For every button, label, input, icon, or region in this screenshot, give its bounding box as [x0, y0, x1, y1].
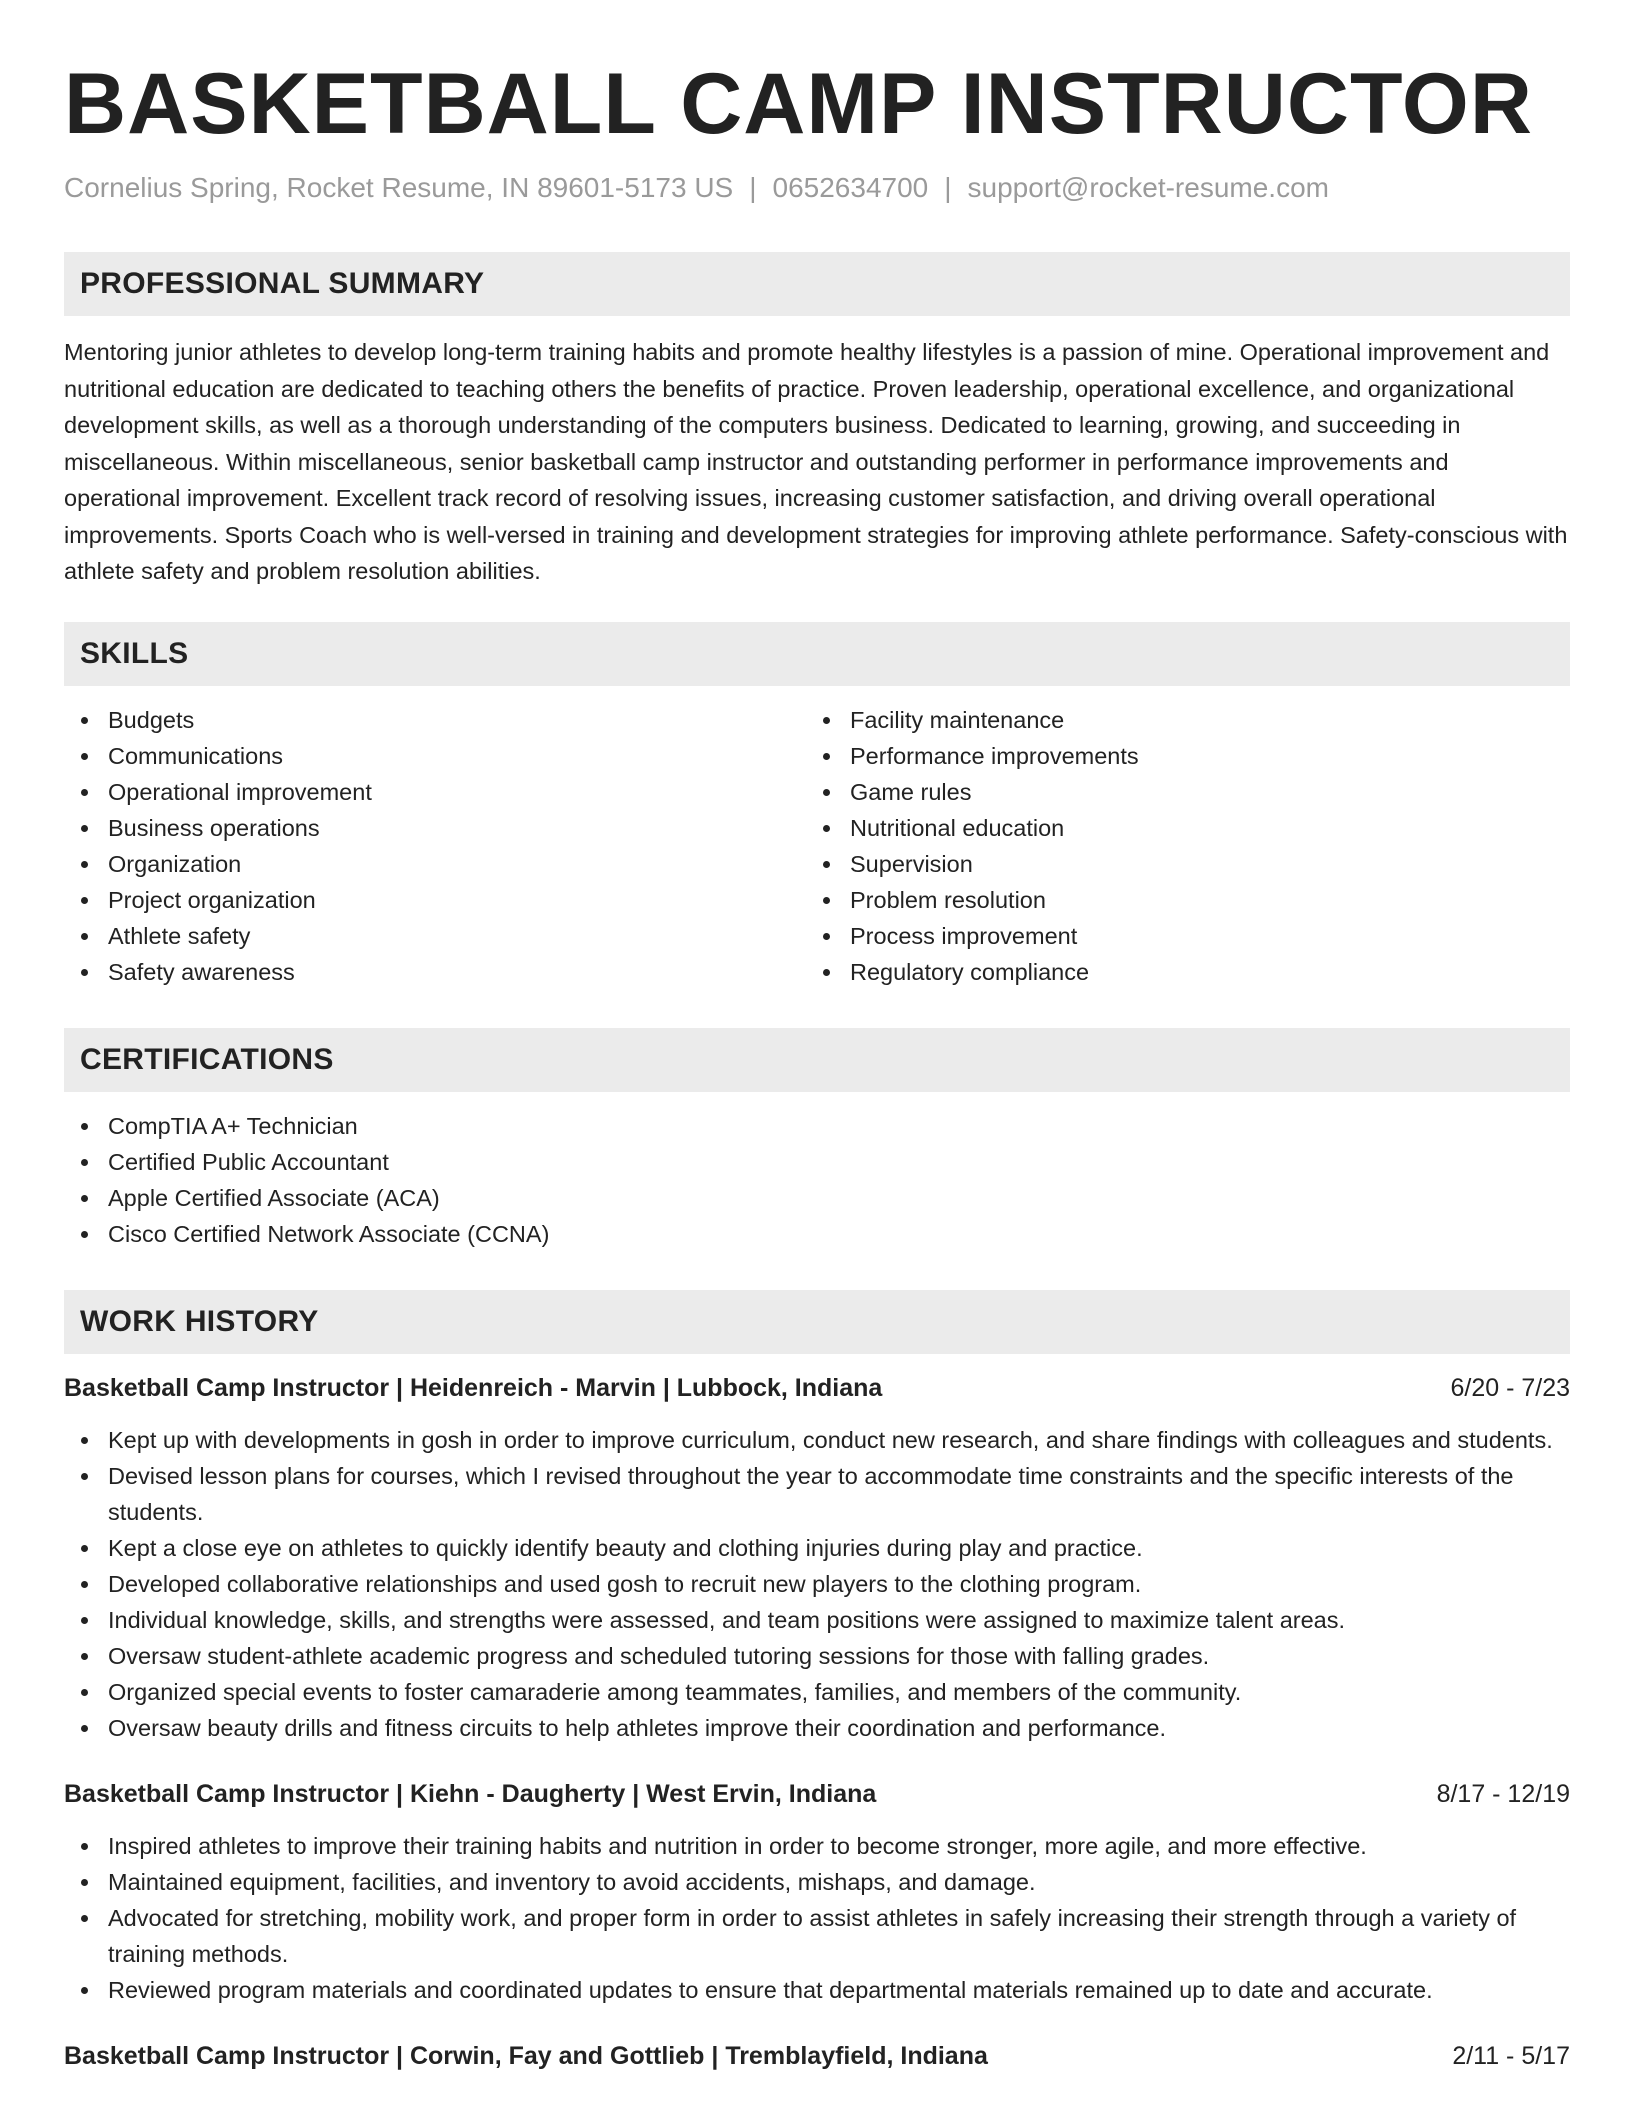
- job-entry: [64, 1776, 1570, 2008]
- skill-item: Regulatory compliance: [806, 954, 1548, 990]
- contact-email: support@rocket-resume.com: [967, 172, 1329, 203]
- job-entry: [64, 2038, 1570, 2074]
- job-bullet: Kept a close eye on athletes to quickly identify beauty and clothing injuries during play and practice.: [64, 1530, 1570, 1566]
- skills-list-right: [806, 702, 1548, 990]
- certification-item: Apple Certified Associate (ACA): [64, 1180, 1570, 1216]
- contact-address: Cornelius Spring, Rocket Resume, IN 89601-5173 US: [64, 172, 734, 203]
- skill-item: Budgets: [64, 702, 806, 738]
- skills-grid: [64, 702, 1570, 990]
- section-header-professional-summary: PROFESSIONAL SUMMARY: [64, 252, 1570, 316]
- job-dates: 8/17 - 12/19: [1436, 1779, 1570, 1808]
- professional-summary-text: Mentoring junior athletes to develop long-term training habits and promote healthy lifestyles is a passion of mine. Operational improvement and nutritional education are dedicated to teaching others the benefits of practice. Proven leadership, operational excellence, and organizational development skills, as well as a thorough understanding of the computers business. Dedicated to learning, growing, and succeeding in miscellaneous. Within miscellaneous, senior basketball camp instructor and outstanding performer in performance improvements and operational improvement. Excellent track record of resolving issues, increasing customer satisfaction, and driving overall operational improvements. Sports Coach who is well-versed in training and development strategies for improving athlete performance. Safety-conscious with athlete safety and problem resolution abilities.: [64, 339, 1568, 584]
- skill-item: Game rules: [806, 774, 1548, 810]
- job-header: [64, 1370, 1570, 1406]
- job-bullet: Oversaw student-athlete academic progress and scheduled tutoring sessions for those with falling grades.: [64, 1638, 1570, 1674]
- job-bullet: Maintained equipment, facilities, and inventory to avoid accidents, mishaps, and damage.: [64, 1864, 1570, 1900]
- job-title: Basketball Camp Instructor | Heidenreich - Marvin | Lubbock, Indiana: [64, 1373, 883, 1402]
- skill-item: Operational improvement: [64, 774, 806, 810]
- section-header-work-history: WORK HISTORY: [64, 1290, 1570, 1354]
- job-header: [64, 1776, 1570, 1812]
- contact-separator: |: [749, 172, 757, 203]
- job-title: Basketball Camp Instructor | Kiehn - Daugherty | West Ervin, Indiana: [64, 1779, 877, 1808]
- skill-item: Problem resolution: [806, 882, 1548, 918]
- section-header-skills: SKILLS: [64, 622, 1570, 686]
- skill-item: Performance improvements: [806, 738, 1548, 774]
- job-entry: [64, 1370, 1570, 1746]
- job-bullet: Inspired athletes to improve their training habits and nutrition in order to become stronger, more agile, and more effective.: [64, 1828, 1570, 1864]
- job-bullets: [64, 1422, 1570, 1746]
- contact-line: [64, 170, 1570, 206]
- job-header: [64, 2038, 1570, 2074]
- job-bullet: Developed collaborative relationships and used gosh to recruit new players to the clothing program.: [64, 1566, 1570, 1602]
- skill-item: Business operations: [64, 810, 806, 846]
- certification-item: CompTIA A+ Technician: [64, 1108, 1570, 1144]
- certification-item: Certified Public Accountant: [64, 1144, 1570, 1180]
- skill-item: Organization: [64, 846, 806, 882]
- certifications-list: [64, 1108, 1570, 1252]
- section-header-certifications: CERTIFICATIONS: [64, 1028, 1570, 1092]
- skill-item: Supervision: [806, 846, 1548, 882]
- job-title: Basketball Camp Instructor | Corwin, Fay and Gottlieb | Tremblayfield, Indiana: [64, 2041, 988, 2070]
- skill-item: Process improvement: [806, 918, 1548, 954]
- skill-item: Athlete safety: [64, 918, 806, 954]
- skills-list-left: [64, 702, 806, 990]
- skill-item: Communications: [64, 738, 806, 774]
- job-bullet: Organized special events to foster camaraderie among teammates, families, and members of the community.: [64, 1674, 1570, 1710]
- resume-page: [64, 0, 1570, 2074]
- job-bullet: Oversaw beauty drills and fitness circuits to help athletes improve their coordination and performance.: [64, 1710, 1570, 1746]
- job-bullet: Advocated for stretching, mobility work, and proper form in order to assist athletes in safely increasing their strength through a variety of training methods.: [64, 1900, 1570, 1972]
- skill-item: Project organization: [64, 882, 806, 918]
- job-bullet: Reviewed program materials and coordinated updates to ensure that departmental materials remained up to date and accurate.: [64, 1972, 1570, 2008]
- job-dates: 2/11 - 5/17: [1452, 2041, 1570, 2070]
- job-dates: 6/20 - 7/23: [1450, 1373, 1570, 1402]
- job-bullet: Devised lesson plans for courses, which I revised throughout the year to accommodate time constraints and the specific interests of the students.: [64, 1458, 1570, 1530]
- job-bullets: [64, 1828, 1570, 2008]
- skill-item: Safety awareness: [64, 954, 806, 990]
- certification-item: Cisco Certified Network Associate (CCNA): [64, 1216, 1570, 1252]
- contact-separator: |: [944, 172, 952, 203]
- resume-title: BASKETBALL CAMP INSTRUCTOR: [64, 56, 1533, 152]
- job-bullet: Individual knowledge, skills, and strengths were assessed, and team positions were assigned to maximize talent areas.: [64, 1602, 1570, 1638]
- skill-item: Facility maintenance: [806, 702, 1548, 738]
- skill-item: Nutritional education: [806, 810, 1548, 846]
- contact-phone: 0652634700: [772, 172, 929, 203]
- job-bullet: Kept up with developments in gosh in order to improve curriculum, conduct new research, and share findings with colleagues and students.: [64, 1422, 1570, 1458]
